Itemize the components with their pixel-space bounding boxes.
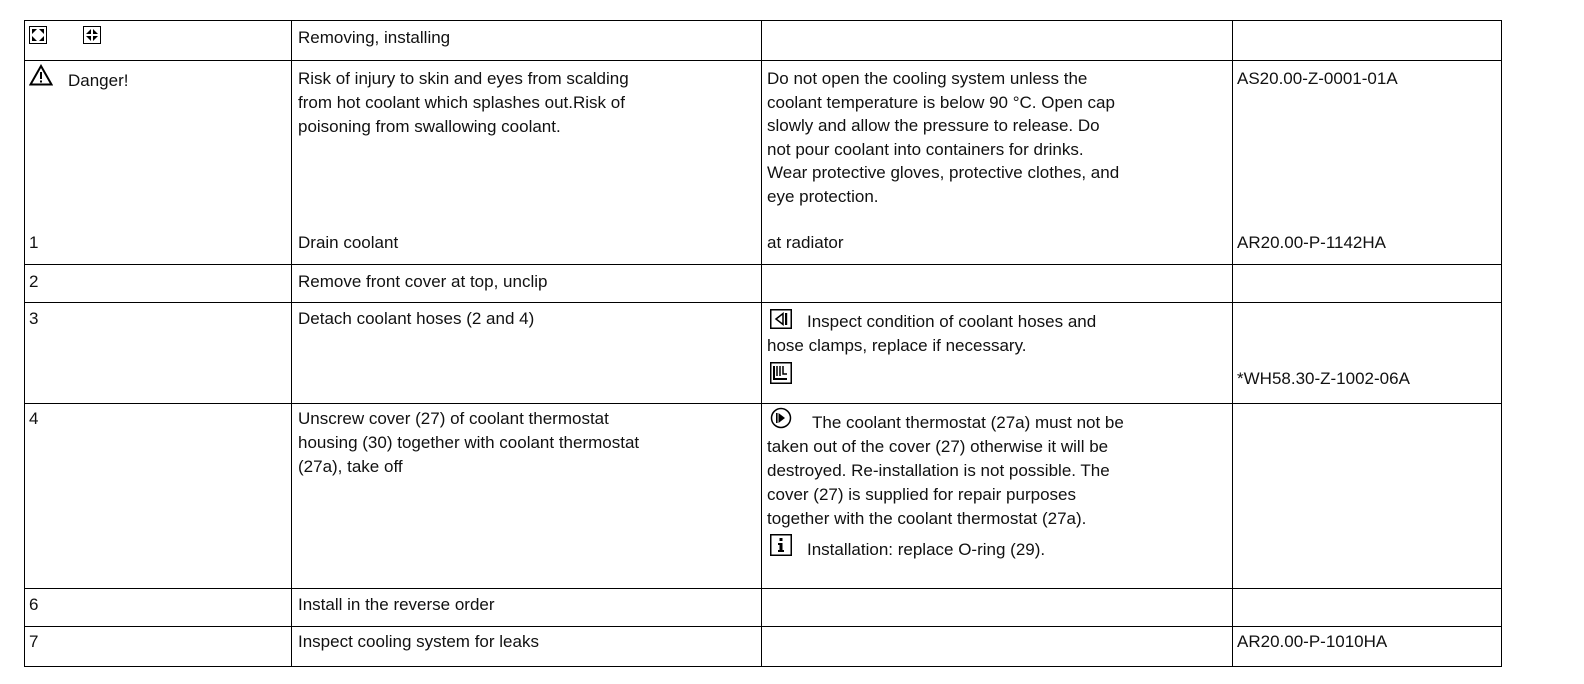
row3-action: Remove front cover at top, unclip: [298, 272, 548, 291]
grid-hline: [24, 264, 1502, 265]
procedure-table: [24, 20, 1502, 667]
row1-note-line: not pour coolant into containers for drinks.: [767, 140, 1084, 159]
row5-note-line: The coolant thermostat (27a) must not be: [812, 413, 1124, 432]
caution-circle-icon: [770, 407, 792, 429]
row0-action: Removing, installing: [298, 28, 451, 47]
row5-note-line: Installation: replace O-ring (29).: [807, 540, 1046, 559]
row7-reference[interactable]: AR20.00-P-1010HA: [1237, 632, 1388, 651]
collapse-icon[interactable]: [83, 26, 101, 44]
info-icon: [770, 534, 792, 556]
row2-step: 1: [29, 233, 39, 252]
document-icon[interactable]: [770, 362, 792, 384]
row5-action-line: Unscrew cover (27) of coolant thermostat: [298, 409, 609, 428]
grid-vline: [24, 20, 25, 667]
row1-reference[interactable]: AS20.00-Z-0001-01A: [1237, 69, 1398, 88]
row1-note-line: coolant temperature is below 90 °C. Open cap: [767, 93, 1115, 112]
row1-action-line: Risk of injury to skin and eyes from scalding: [298, 69, 629, 88]
row5-action-line: housing (30) together with coolant thermostat: [298, 433, 640, 452]
grid-hline: [24, 666, 1502, 667]
row1-action-line: poisoning from swallowing coolant.: [298, 117, 561, 136]
row4-reference[interactable]: *WH58.30-Z-1002-06A: [1237, 369, 1410, 388]
row4-note-line: Inspect condition of coolant hoses and: [807, 312, 1097, 331]
row6-step: 6: [29, 595, 39, 614]
grid-hline: [24, 626, 1502, 627]
row4-action: Detach coolant hoses (2 and 4): [298, 309, 535, 328]
row2-action: Drain coolant: [298, 233, 399, 252]
grid-vline: [1501, 20, 1502, 667]
row3-step: 2: [29, 272, 39, 291]
row7-action: Inspect cooling system for leaks: [298, 632, 539, 651]
row1-note-line: Wear protective gloves, protective clothes, and: [767, 163, 1120, 182]
grid-vline: [761, 20, 762, 667]
expand-icon[interactable]: [29, 26, 47, 44]
row4-step: 3: [29, 309, 39, 328]
grid-hline: [24, 60, 1502, 61]
inspect-icon: [770, 309, 792, 329]
row1-note-line: Do not open the cooling system unless the: [767, 69, 1088, 88]
row4-note-line: hose clamps, replace if necessary.: [767, 336, 1027, 355]
row1-note-line: slowly and allow the pressure to release. Do: [767, 116, 1100, 135]
grid-hline: [24, 302, 1502, 303]
row5-action-line: (27a), take off: [298, 457, 403, 476]
row5-note-line: cover (27) is supplied for repair purposes: [767, 485, 1076, 504]
grid-hline: [24, 20, 1502, 21]
row1-action-line: from hot coolant which splashes out.Risk of: [298, 93, 625, 112]
row6-action: Install in the reverse order: [298, 595, 495, 614]
row2-reference[interactable]: AR20.00-P-1142HA: [1237, 233, 1386, 252]
row5-note-line: together with the coolant thermostat (27a).: [767, 509, 1087, 528]
row5-step: 4: [29, 409, 39, 428]
grid-vline: [291, 20, 292, 667]
danger-label: Danger!: [68, 71, 129, 90]
row5-note-line: taken out of the cover (27) otherwise it will be: [767, 437, 1109, 456]
row5-note-line: destroyed. Re-installation is not possible. The: [767, 461, 1110, 480]
row1-note-line: eye protection.: [767, 187, 879, 206]
row2-note: at radiator: [767, 233, 844, 252]
grid-hline: [24, 588, 1502, 589]
grid-vline: [1232, 20, 1233, 667]
grid-hline: [24, 403, 1502, 404]
row7-step: 7: [29, 632, 39, 651]
warning-triangle-icon: [29, 64, 53, 86]
